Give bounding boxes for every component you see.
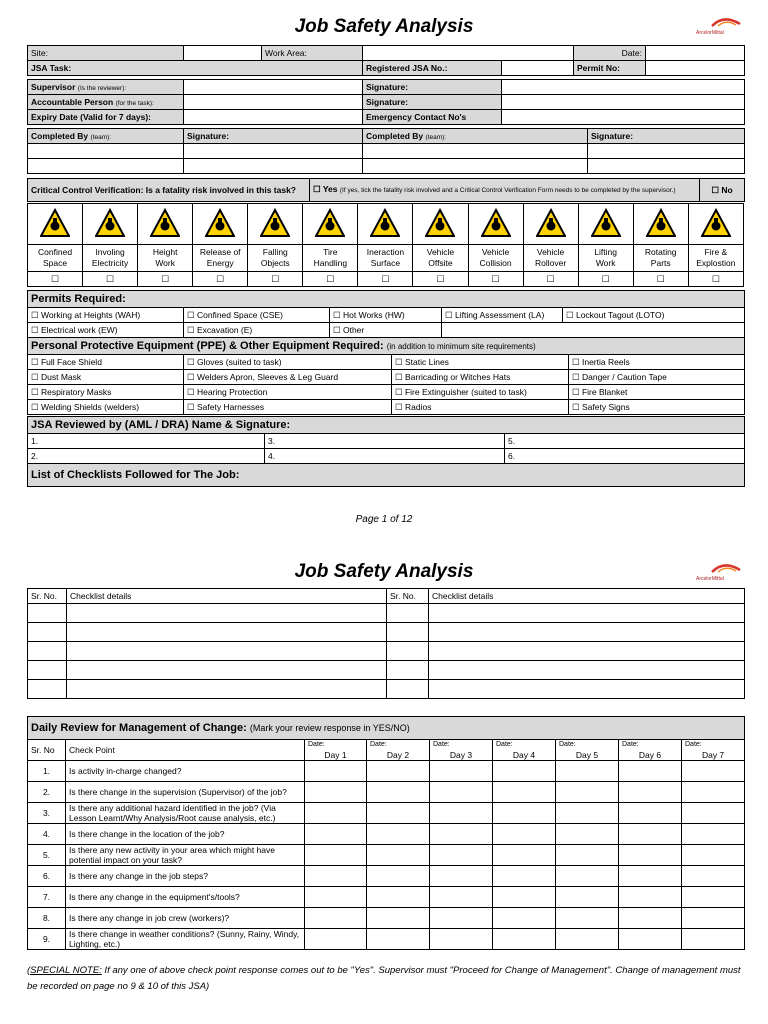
ppe-item[interactable]: ☐ Full Face Shield: [28, 355, 184, 370]
hazard-label: Tire Handling: [303, 245, 358, 272]
supervisor-field[interactable]: [184, 80, 363, 95]
moc-row: [28, 761, 745, 782]
ccv-no-checkbox[interactable]: ☐ No: [700, 179, 745, 202]
jsa-header-table: [27, 45, 745, 76]
moc-response-cell[interactable]: [430, 866, 493, 887]
moc-response-cell[interactable]: [682, 761, 745, 782]
day-header: Date: Day 6: [619, 740, 682, 761]
moc-response-cell[interactable]: [430, 782, 493, 803]
permit-wah[interactable]: ☐ Working at Heights (WAH): [28, 308, 184, 323]
moc-response-cell[interactable]: [619, 782, 682, 803]
reviewer-5[interactable]: 5.: [505, 434, 745, 449]
logo-swoosh-icon: [696, 14, 744, 30]
moc-header-row: [28, 740, 745, 761]
checklist-cell[interactable]: [28, 661, 67, 680]
ppe-table: [27, 337, 745, 415]
checklist-details-header: Checklist details: [429, 589, 745, 604]
ppe-item[interactable]: ☐ Safety Harnesses: [184, 400, 392, 415]
moc-response-cell[interactable]: [305, 887, 367, 908]
checklist-details-header: Checklist details: [67, 589, 387, 604]
moc-response-cell[interactable]: [430, 845, 493, 866]
moc-response-cell[interactable]: [367, 908, 430, 929]
checklist-cell[interactable]: [387, 680, 429, 699]
permits-table: [27, 290, 745, 338]
moc-response-cell[interactable]: [556, 782, 619, 803]
moc-response-cell[interactable]: [305, 845, 367, 866]
hazard-warning-icon: [205, 208, 235, 238]
ppe-item[interactable]: ☐ Welding Shields (welders): [28, 400, 184, 415]
hazard-warning-icon: [536, 208, 566, 238]
hazard-icon-cell: [28, 204, 83, 245]
hazard-checkbox[interactable]: ☐: [303, 272, 358, 287]
permit-other[interactable]: ☐ Other: [330, 323, 442, 338]
hazard-warning-icon: [315, 208, 345, 238]
hazard-label: Vehicle Collision: [468, 245, 523, 272]
moc-response-cell[interactable]: [430, 887, 493, 908]
checklist-cell[interactable]: [67, 604, 387, 623]
hazard-labels-row: [28, 245, 744, 272]
moc-row-number: 3.: [28, 803, 66, 824]
expiry-label: Expiry Date (Valid for 7 days):: [28, 110, 184, 125]
date-label: Date:: [574, 46, 646, 61]
hazard-checkbox[interactable]: ☐: [193, 272, 248, 287]
hazard-warning-icon: [150, 208, 180, 238]
checklist-cell[interactable]: [28, 680, 67, 699]
moc-response-cell[interactable]: [493, 929, 556, 950]
registered-jsa-label: Registered JSA No.:: [363, 61, 502, 76]
moc-title-row: Daily Review for Management of Change: (Mark your review response in YES/NO): [28, 717, 745, 740]
ppe-item[interactable]: ☐ Inertia Reels: [569, 355, 745, 370]
day-header: Date: Day 1: [305, 740, 367, 761]
completed-name-field[interactable]: [28, 144, 184, 159]
check-point-header: Check Point: [66, 740, 305, 761]
moc-check-point: Is there change in the location of the job?: [66, 824, 305, 845]
moc-response-cell[interactable]: [556, 824, 619, 845]
moc-response-cell[interactable]: [682, 782, 745, 803]
hazard-label: Ineraction Surface: [358, 245, 413, 272]
completed-signature-label-2: Signature:: [588, 129, 745, 144]
moc-response-cell[interactable]: [619, 803, 682, 824]
moc-response-cell[interactable]: [556, 887, 619, 908]
work-area-field[interactable]: [363, 46, 574, 61]
checklist-cell[interactable]: [67, 642, 387, 661]
hazard-checks-row: [28, 272, 744, 287]
moc-row-number: 8.: [28, 908, 66, 929]
supervisor-signature-label: Signature:: [363, 80, 502, 95]
checklist-cell[interactable]: [387, 661, 429, 680]
jsa-people-table: [27, 79, 745, 125]
moc-response-cell[interactable]: [367, 824, 430, 845]
hazard-checkbox[interactable]: ☐: [578, 272, 633, 287]
permit-loto[interactable]: ☐ Lockout Tagout (LOTO): [563, 308, 745, 323]
hazard-icon-cell: [83, 204, 138, 245]
completed-name-field[interactable]: [363, 144, 588, 159]
hazard-checkbox[interactable]: ☐: [633, 272, 688, 287]
permit-la[interactable]: ☐ Lifting Assessment (LA): [442, 308, 563, 323]
hazard-icons-row: [28, 204, 744, 245]
moc-response-cell[interactable]: [682, 824, 745, 845]
moc-response-cell[interactable]: [367, 782, 430, 803]
checklist-cell[interactable]: [28, 642, 67, 661]
hazard-label: Fire & Explostion: [688, 245, 743, 272]
work-area-label: Work Area:: [262, 46, 363, 61]
reviewed-title: JSA Reviewed by (AML / DRA) Name & Signature:: [28, 417, 745, 434]
completed-by-label-2: Completed By (team):: [363, 129, 588, 144]
moc-response-cell[interactable]: [305, 782, 367, 803]
special-note: (SPECIAL NOTE: If any one of above check point response comes out to be "Yes". Supervisor must "Proceed for Change of Management". Change of management must be recorded on page no 9 & 10 of this JSA): [27, 965, 741, 992]
moc-check-point: Is there any additional hazard identified in the job? (Via Lesson Learnt/Why Analysis/Root cause analysis, etc.): [66, 803, 305, 824]
hazard-label: Release of Energy: [193, 245, 248, 272]
ppe-item[interactable]: ☐ Hearing Protection: [184, 385, 392, 400]
completed-sign-field[interactable]: [588, 144, 745, 159]
checklist-cell[interactable]: [67, 623, 387, 642]
hazard-checkbox[interactable]: ☐: [138, 272, 193, 287]
moc-response-cell[interactable]: [682, 866, 745, 887]
ppe-item[interactable]: ☐ Respiratory Masks: [28, 385, 184, 400]
page-footer: Page 1 of 12: [355, 514, 413, 525]
checklist-cell[interactable]: [429, 661, 745, 680]
moc-response-cell[interactable]: [493, 803, 556, 824]
checklist-cell[interactable]: [387, 604, 429, 623]
moc-response-cell[interactable]: [682, 908, 745, 929]
moc-response-cell[interactable]: [305, 803, 367, 824]
ppe-item[interactable]: ☐ Danger / Caution Tape: [569, 370, 745, 385]
day-header: Date: Day 5: [556, 740, 619, 761]
moc-response-cell[interactable]: [430, 929, 493, 950]
moc-response-cell[interactable]: [367, 803, 430, 824]
hazard-label: Confined Space: [28, 245, 83, 272]
day-header: Date: Day 4: [493, 740, 556, 761]
completed-sign-field[interactable]: [588, 159, 745, 174]
permit-no-label: Permit No:: [574, 61, 646, 76]
moc-response-cell[interactable]: [619, 908, 682, 929]
moc-row: [28, 845, 745, 866]
moc-response-cell[interactable]: [556, 929, 619, 950]
reviewed-table: [27, 416, 745, 487]
moc-check-point: Is activity in-charge changed?: [66, 761, 305, 782]
reviewer-4[interactable]: 4.: [265, 449, 505, 464]
hazard-icon-cell: [138, 204, 193, 245]
moc-response-cell[interactable]: [556, 845, 619, 866]
emergency-label: Emergency Contact No's: [363, 110, 502, 125]
moc-response-cell[interactable]: [305, 824, 367, 845]
reviewer-1[interactable]: 1.: [28, 434, 265, 449]
moc-response-cell[interactable]: [430, 761, 493, 782]
moc-row: [28, 887, 745, 908]
checklists-title: List of Checklists Followed for The Job:: [28, 464, 745, 487]
hazard-warning-icon: [95, 208, 125, 238]
hazard-table: [27, 203, 744, 287]
reviewer-2[interactable]: 2.: [28, 449, 265, 464]
hazard-warning-icon: [425, 208, 455, 238]
moc-row: [28, 908, 745, 929]
moc-response-cell[interactable]: [619, 824, 682, 845]
permits-title: Permits Required:: [28, 291, 745, 308]
supervisor-signature-field[interactable]: [502, 80, 745, 95]
moc-response-cell[interactable]: [682, 929, 745, 950]
checklist-table: [27, 588, 745, 699]
supervisor-label: Supervisor (Is the reviewer):: [28, 80, 184, 95]
accountable-label: Accountable Person (for the task):: [28, 95, 184, 110]
moc-row-number: 4.: [28, 824, 66, 845]
moc-response-cell[interactable]: [367, 929, 430, 950]
moc-response-cell[interactable]: [682, 803, 745, 824]
logo-text: ArcelorMittal: [696, 30, 724, 36]
ppe-title: Personal Protective Equipment (PPE) & Other Equipment Required: (in addition to minimum site requirements): [28, 338, 745, 355]
hazard-label: Height Work: [138, 245, 193, 272]
sr-no-header: Sr. No: [28, 740, 66, 761]
reviewer-6[interactable]: 6.: [505, 449, 745, 464]
reviewer-3[interactable]: 3.: [265, 434, 505, 449]
ccv-yes-note: (If yes, tick the fatality risk involved and a Critical Control Verification Form needs to be completed by the supervisor.): [339, 187, 676, 194]
hazard-icon-cell: [468, 204, 523, 245]
hazard-label: Lifting Work: [578, 245, 633, 272]
moc-response-cell[interactable]: [619, 929, 682, 950]
hazard-checkbox[interactable]: ☐: [28, 272, 83, 287]
day-header: Date: Day 3: [430, 740, 493, 761]
company-logo: [696, 560, 744, 582]
moc-response-cell[interactable]: [493, 782, 556, 803]
moc-response-cell[interactable]: [619, 866, 682, 887]
ppe-item[interactable]: ☐ Radios: [392, 400, 569, 415]
moc-response-cell[interactable]: [305, 866, 367, 887]
accountable-signature-field[interactable]: [502, 95, 745, 110]
moc-row-number: 7.: [28, 887, 66, 908]
ppe-item[interactable]: ☐ Gloves (suited to task): [184, 355, 392, 370]
hazard-label: Vehicle Rollover: [523, 245, 578, 272]
moc-response-cell[interactable]: [619, 845, 682, 866]
hazard-warning-icon: [701, 208, 731, 238]
ppe-item[interactable]: ☐ Static Lines: [392, 355, 569, 370]
hazard-icon-cell: [523, 204, 578, 245]
checklist-cell[interactable]: [429, 604, 745, 623]
moc-response-cell[interactable]: [619, 887, 682, 908]
sr-no-header: Sr. No.: [28, 589, 67, 604]
moc-response-cell[interactable]: [367, 887, 430, 908]
permit-excavation[interactable]: ☐ Excavation (E): [184, 323, 330, 338]
moc-response-cell[interactable]: [556, 803, 619, 824]
hazard-icon-cell: [193, 204, 248, 245]
hazard-checkbox[interactable]: ☐: [358, 272, 413, 287]
hazard-label: Involing Electricity: [83, 245, 138, 272]
hazard-warning-icon: [40, 208, 70, 238]
jsa-task-label: JSA Task:: [28, 61, 363, 76]
moc-check-point: Is there any change in the equipment's/tools?: [66, 887, 305, 908]
hazard-icon-cell: [358, 204, 413, 245]
moc-response-cell[interactable]: [556, 761, 619, 782]
ccv-yes-cell[interactable]: [310, 179, 700, 202]
registered-jsa-field[interactable]: [502, 61, 574, 76]
ppe-item[interactable]: ☐ Fire Blanket: [569, 385, 745, 400]
moc-response-cell[interactable]: [556, 866, 619, 887]
logo-text: ArcelorMittal: [696, 576, 724, 582]
site-label: Site:: [28, 46, 184, 61]
hazard-checkbox[interactable]: ☐: [688, 272, 743, 287]
moc-response-cell[interactable]: [493, 887, 556, 908]
moc-response-cell[interactable]: [493, 845, 556, 866]
moc-check-point: Is there change in weather conditions? (Sunny, Rainy, Windy, Lighting, etc.): [66, 929, 305, 950]
moc-row: [28, 866, 745, 887]
completed-sign-field[interactable]: [184, 159, 363, 174]
moc-response-cell[interactable]: [305, 761, 367, 782]
moc-response-cell[interactable]: [619, 761, 682, 782]
permit-no-field[interactable]: [646, 61, 745, 76]
date-field[interactable]: [646, 46, 745, 61]
moc-row-number: 2.: [28, 782, 66, 803]
moc-row: [28, 929, 745, 950]
ccv-question: Critical Control Verification: Is a fatality risk involved in this task?: [28, 179, 310, 202]
moc-row-number: 5.: [28, 845, 66, 866]
hazard-icon-cell: [248, 204, 303, 245]
accountable-signature-label: Signature:: [363, 95, 502, 110]
ccv-yes-checkbox[interactable]: ☐ Yes: [313, 184, 338, 194]
ppe-item[interactable]: ☐ Barricading or Witches Hats: [392, 370, 569, 385]
permit-other-field[interactable]: [442, 323, 745, 338]
checklist-cell[interactable]: [67, 661, 387, 680]
emergency-field[interactable]: [502, 110, 745, 125]
hazard-icon-cell: [413, 204, 468, 245]
page-title: Job Safety Analysis: [294, 16, 474, 37]
hazard-checkbox[interactable]: ☐: [83, 272, 138, 287]
checklist-row: [28, 680, 745, 699]
moc-response-cell[interactable]: [430, 824, 493, 845]
accountable-field[interactable]: [184, 95, 363, 110]
hazard-icon-cell: [578, 204, 633, 245]
moc-row: [28, 824, 745, 845]
moc-response-cell[interactable]: [430, 908, 493, 929]
site-field[interactable]: [184, 46, 262, 61]
page-title: Job Safety Analysis: [294, 561, 474, 582]
completed-sign-field[interactable]: [184, 144, 363, 159]
hazard-label: Rotating Parts: [633, 245, 688, 272]
sr-no-header: Sr. No.: [387, 589, 429, 604]
hazard-label: Falling Objects: [248, 245, 303, 272]
moc-response-cell[interactable]: [367, 761, 430, 782]
logo-swoosh-icon: [696, 560, 744, 576]
permit-cse[interactable]: ☐ Confined Space (CSE): [184, 308, 330, 323]
moc-row: [28, 803, 745, 824]
completed-name-field[interactable]: [363, 159, 588, 174]
checklist-cell[interactable]: [387, 642, 429, 661]
completed-signature-label: Signature:: [184, 129, 363, 144]
page-2: [0, 548, 768, 1024]
ppe-item[interactable]: ☐ Dust Mask: [28, 370, 184, 385]
moc-response-cell[interactable]: [493, 824, 556, 845]
moc-row-number: 6.: [28, 866, 66, 887]
checklist-cell[interactable]: [387, 623, 429, 642]
checklist-row: [28, 661, 745, 680]
moc-response-cell[interactable]: [305, 908, 367, 929]
checklist-cell[interactable]: [28, 604, 67, 623]
moc-row-number: 9.: [28, 929, 66, 950]
moc-check-point: Is there any new activity in your area which might have potential impact on your task?: [66, 845, 305, 866]
moc-response-cell[interactable]: [493, 866, 556, 887]
permit-ew[interactable]: ☐ Electrical work (EW): [28, 323, 184, 338]
hazard-icon-cell: [633, 204, 688, 245]
hazard-checkbox[interactable]: ☐: [413, 272, 468, 287]
hazard-warning-icon: [646, 208, 676, 238]
moc-response-cell[interactable]: [682, 845, 745, 866]
moc-check-point: Is there any change in the job steps?: [66, 866, 305, 887]
day-header: Date: Day 7: [682, 740, 745, 761]
moc-response-cell[interactable]: [493, 761, 556, 782]
hazard-checkbox[interactable]: ☐: [523, 272, 578, 287]
completed-by-table: [27, 128, 745, 174]
moc-table: [27, 716, 745, 950]
moc-response-cell[interactable]: [430, 803, 493, 824]
hazard-warning-icon: [591, 208, 621, 238]
ppe-item[interactable]: ☐ Fire Extinguisher (suited to task): [392, 385, 569, 400]
moc-check-point: Is there any change in job crew (workers)?: [66, 908, 305, 929]
hazard-warning-icon: [370, 208, 400, 238]
checklist-cell[interactable]: [429, 623, 745, 642]
moc-response-cell[interactable]: [682, 887, 745, 908]
checklist-cell[interactable]: [429, 642, 745, 661]
checklist-cell[interactable]: [429, 680, 745, 699]
moc-check-point: Is there change in the supervision (Supervisor) of the job?: [66, 782, 305, 803]
hazard-warning-icon: [481, 208, 511, 238]
ccv-table: [27, 178, 745, 202]
completed-name-field[interactable]: [28, 159, 184, 174]
hazard-warning-icon: [260, 208, 290, 238]
checklist-row: [28, 604, 745, 623]
ppe-item[interactable]: ☐ Welders Apron, Sleeves & Leg Guard: [184, 370, 392, 385]
checklist-cell[interactable]: [28, 623, 67, 642]
day-header: Date: Day 2: [367, 740, 430, 761]
hazard-icon-cell: [303, 204, 358, 245]
moc-row: [28, 782, 745, 803]
company-logo: [696, 14, 744, 36]
ppe-item[interactable]: ☐ Safety Signs: [569, 400, 745, 415]
hazard-checkbox[interactable]: ☐: [248, 272, 303, 287]
expiry-field[interactable]: [184, 110, 363, 125]
hazard-label: Vehicle Offsite: [413, 245, 468, 272]
permit-hw[interactable]: ☐ Hot Works (HW): [330, 308, 442, 323]
moc-response-cell[interactable]: [367, 866, 430, 887]
moc-response-cell[interactable]: [305, 929, 367, 950]
hazard-checkbox[interactable]: ☐: [468, 272, 523, 287]
moc-response-cell[interactable]: [493, 908, 556, 929]
checklist-row: [28, 642, 745, 661]
moc-response-cell[interactable]: [556, 908, 619, 929]
moc-row-number: 1.: [28, 761, 66, 782]
moc-response-cell[interactable]: [367, 845, 430, 866]
hazard-icon-cell: [688, 204, 743, 245]
checklist-row: [28, 623, 745, 642]
completed-by-label: Completed By (team):: [28, 129, 184, 144]
checklist-cell[interactable]: [67, 680, 387, 699]
